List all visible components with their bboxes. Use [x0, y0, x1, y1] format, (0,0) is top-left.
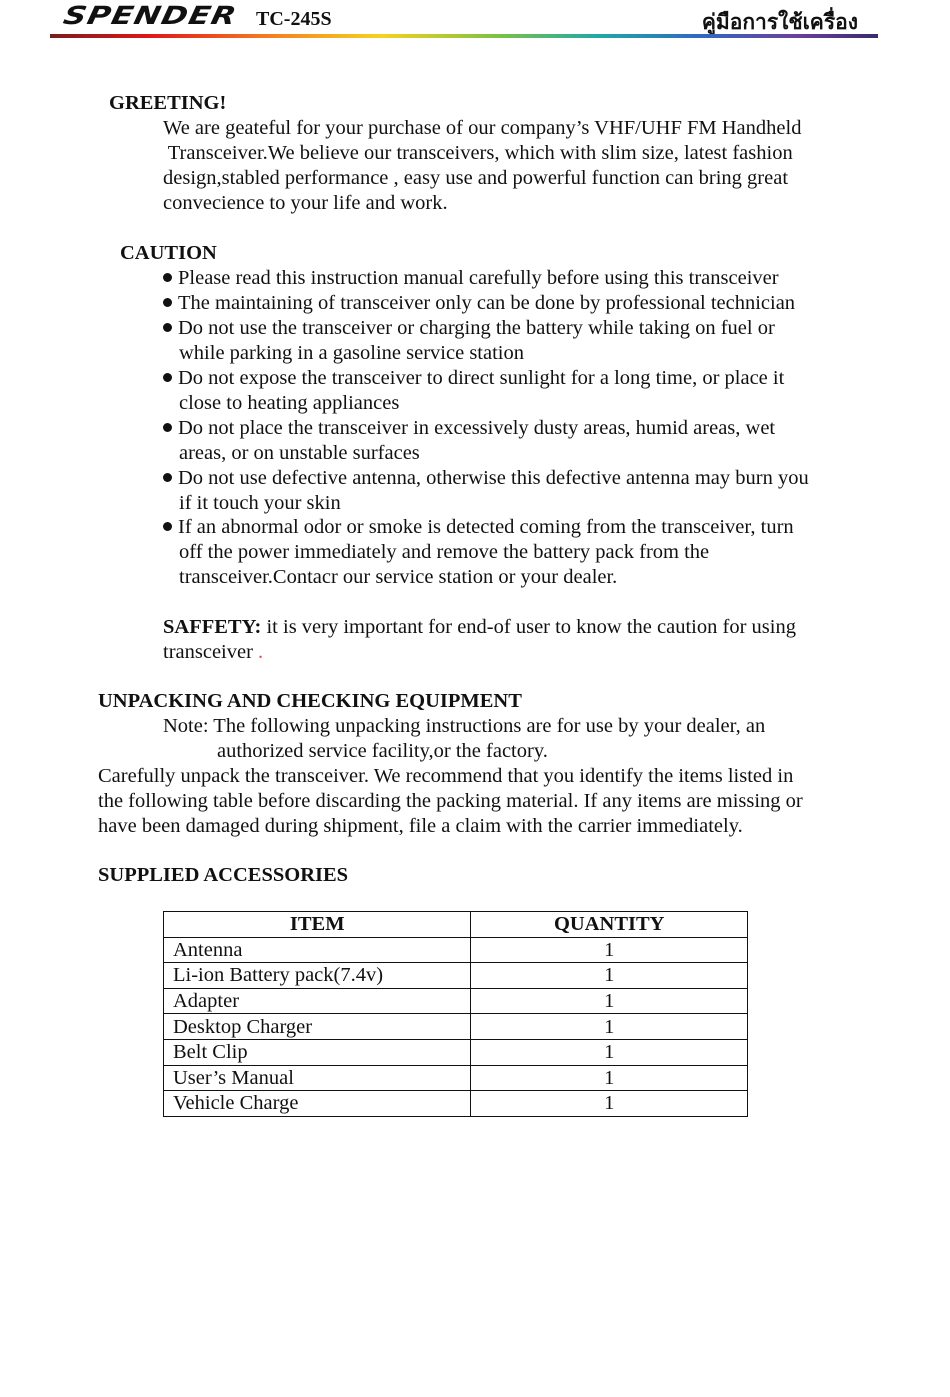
- trailing-dot: .: [258, 641, 264, 663]
- caution-text-cont: transceiver.Contacr our service station or your dealer.: [179, 566, 618, 588]
- greeting-heading: GREETING!: [109, 92, 227, 114]
- manual-title-thai: คู่มือการใช้เครื่อง: [701, 9, 858, 34]
- caution-item: [163, 416, 775, 441]
- quantity-cell: 1: [471, 937, 748, 963]
- quantity-cell: 1: [471, 1014, 748, 1040]
- unpacking-body: have been damaged during shipment, file a claim with the carrier immediately.: [98, 815, 743, 837]
- caution-text: Do not use the transceiver or charging the battery while taking on fuel or: [178, 317, 775, 339]
- table-row: [164, 988, 748, 1014]
- safety-note-cont: [163, 640, 263, 665]
- unpacking-note-cont: authorized service facility,or the factory.: [217, 740, 548, 762]
- caution-text: The maintaining of transceiver only can be done by professional technician: [178, 292, 796, 314]
- item-cell: User’s Manual: [164, 1065, 471, 1091]
- accessories-heading: SUPPLIED ACCESSORIES: [98, 864, 349, 886]
- unpacking-body: the following table before discarding the packing material. If any items are missing or: [98, 790, 803, 812]
- table-row: [164, 1065, 748, 1091]
- item-cell: Adapter: [164, 988, 471, 1014]
- caution-text: If an abnormal odor or smoke is detected coming from the transceiver, turn: [178, 516, 794, 538]
- safety-text: transceiver: [163, 641, 253, 663]
- page-header: [0, 0, 950, 40]
- quantity-cell: 1: [471, 963, 748, 989]
- caution-item: [163, 466, 809, 491]
- quantity-cell: 1: [471, 1039, 748, 1065]
- unpacking-body: Carefully unpack the transceiver. We recommend that you identify the items listed in: [98, 765, 794, 787]
- spender-logo: SPENDER: [60, 1, 241, 30]
- caution-item: [163, 316, 775, 341]
- safety-note: [163, 615, 796, 640]
- caution-item: [163, 266, 779, 291]
- model-number: TC-245S: [256, 8, 332, 30]
- bullet-icon: [163, 273, 172, 282]
- rainbow-divider: [50, 34, 878, 38]
- caution-text-cont: if it touch your skin: [179, 492, 341, 514]
- table-header-row: [164, 912, 748, 938]
- quantity-cell: 1: [471, 1065, 748, 1091]
- table-row: [164, 963, 748, 989]
- caution-text-cont: close to heating appliances: [179, 392, 400, 414]
- greeting-line: design,stabled performance , easy use and powerful function can bring great: [163, 167, 789, 189]
- bullet-icon: [163, 323, 172, 332]
- caution-heading: CAUTION: [120, 242, 217, 264]
- bullet-icon: [163, 298, 172, 307]
- unpacking-heading: UNPACKING AND CHECKING EQUIPMENT: [98, 690, 522, 712]
- item-cell: Vehicle Charge: [164, 1091, 471, 1117]
- caution-text-cont: areas, or on unstable surfaces: [179, 442, 420, 464]
- caution-text: Do not use defective antenna, otherwise this defective antenna may burn you: [178, 467, 809, 489]
- safety-label: SAFFETY:: [163, 616, 262, 638]
- accessories-table: [163, 911, 748, 1117]
- bullet-icon: [163, 423, 172, 432]
- bullet-icon: [163, 373, 172, 382]
- greeting-line: convecience to your life and work.: [163, 192, 448, 214]
- table-row: [164, 937, 748, 963]
- caution-text-cont: off the power immediately and remove the battery pack from the: [179, 541, 710, 563]
- greeting-line: Transceiver.We believe our transceivers, which with slim size, latest fashion: [163, 142, 793, 164]
- caution-item: [163, 291, 795, 316]
- column-header-quantity: QUANTITY: [471, 912, 748, 938]
- item-cell: Antenna: [164, 937, 471, 963]
- caution-item: [163, 515, 794, 540]
- column-header-item: ITEM: [164, 912, 471, 938]
- quantity-cell: 1: [471, 988, 748, 1014]
- table-row: [164, 1091, 748, 1117]
- greeting-line: We are geateful for your purchase of our company’s VHF/UHF FM Handheld: [163, 117, 802, 139]
- unpacking-note: Note: The following unpacking instructions are for use by your dealer, an: [163, 715, 766, 737]
- caution-text: Do not place the transceiver in excessively dusty areas, humid areas, wet: [178, 417, 776, 439]
- item-cell: Desktop Charger: [164, 1014, 471, 1040]
- caution-text: Please read this instruction manual carefully before using this transceiver: [178, 267, 779, 289]
- caution-text-cont: while parking in a gasoline service station: [179, 342, 524, 364]
- bullet-icon: [163, 473, 172, 482]
- table-row: [164, 1039, 748, 1065]
- bullet-icon: [163, 522, 172, 531]
- caution-text: Do not expose the transceiver to direct sunlight for a long time, or place it: [178, 367, 785, 389]
- item-cell: Belt Clip: [164, 1039, 471, 1065]
- safety-text: it is very important for end-of user to know the caution for using: [261, 616, 796, 638]
- quantity-cell: 1: [471, 1091, 748, 1117]
- item-cell: Li-ion Battery pack(7.4v): [164, 963, 471, 989]
- caution-item: [163, 366, 784, 391]
- table-row: [164, 1014, 748, 1040]
